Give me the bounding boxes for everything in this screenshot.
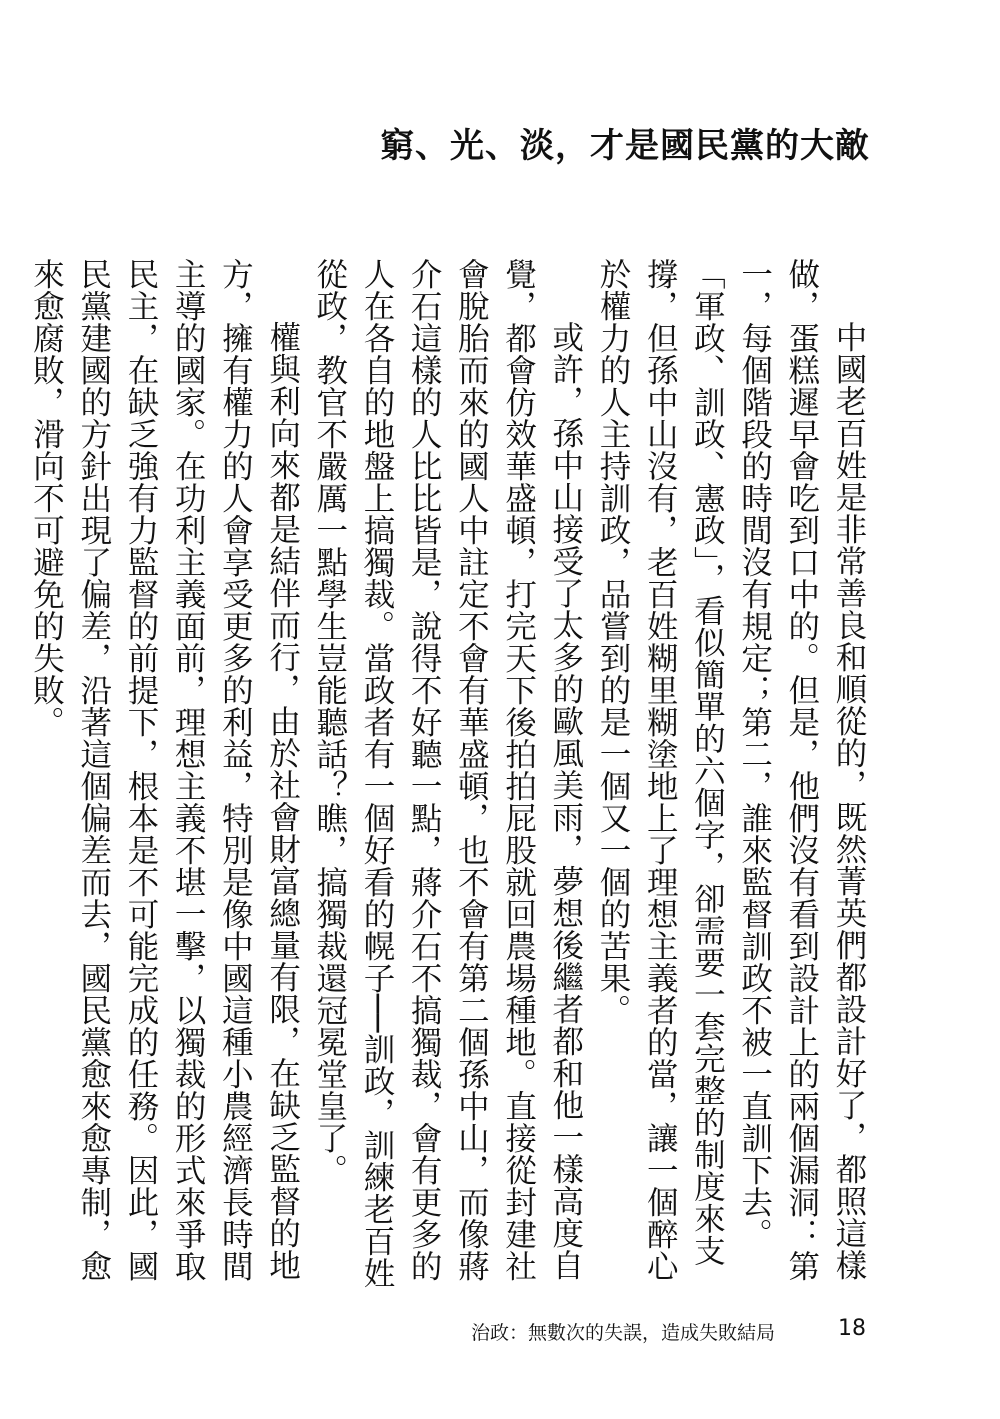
paragraph-3: 權與利向來都是結伴而行，由於社會財富總量有限，在缺乏監督的地方，擁有權力的人會享受更多的利益，特別是像中國這種小農經濟長時間主導的國家。在功利主義面前，理想主義不堪一擊，以獨裁的形式來爭取民主，在缺乏強有力監督的前提下，根本是不可能完成的任務。因此，國民黨建國的方針出現了偏差，沿著這個偏差而去，國民黨愈來愈專制，愈來愈腐敗，滑向不可避免的失敗。 <box>28 258 301 1282</box>
paragraph-1: 中國老百姓是非常善良和順從的，既然菁英們都設計好了，都照這樣做，蛋糕遲早會吃到口中的。但是，他們沒有看到設計上的兩個漏洞：第一，每個階段的時間沒有規定；第二，誰來監督訓政不被一直訓下去。「軍政、訓政、憲政」，看似簡單的六個字，卻需要一套完整的制度來支撐，但孫中山沒有，老百姓糊里糊塗地上了理想主義者的當，讓一個醉心於權力的人主持訓政，品嘗到的是一個又一個的苦果。 <box>594 258 867 1282</box>
page-number: 18 <box>838 1316 866 1341</box>
paragraph-2: 或許，孫中山接受了太多的歐風美雨，夢想後繼者都和他一樣高度自覺，都會仿效華盛頓，打完天下後拍拍屁股就回農場種地。直接從封建社會脫胎而來的國人中註定不會有華盛頓，也不會有第二個孫中山，而像蔣介石這樣的人比比皆是，說得不好聽一點，蔣介石不搞獨裁，會有更多的人在各自的地盤上搞獨裁。當政者有一個好看的幌子──訓政，訓練老百姓從政，教官不嚴厲一點學生豈能聽話？瞧，搞獨裁還冠冕堂皇了。 <box>311 258 584 1289</box>
page-footer <box>0 1318 1000 1358</box>
running-title: 窮、光、淡，才是國民黨的大敵 <box>380 126 870 166</box>
footer-chapter-title: 治政：無數次的失誤，造成失敗結局 <box>470 1322 775 1344</box>
body-text <box>28 258 872 1298</box>
